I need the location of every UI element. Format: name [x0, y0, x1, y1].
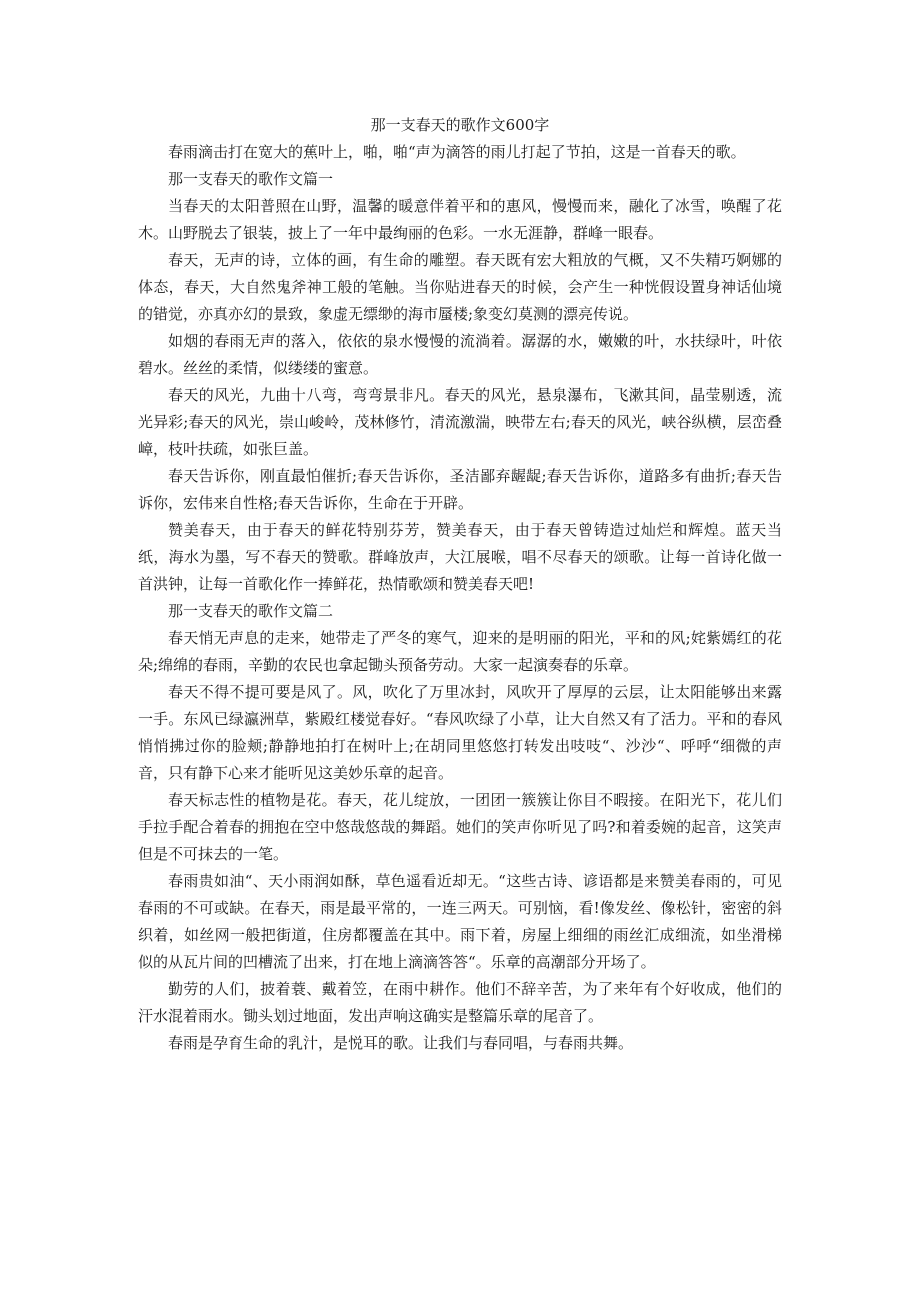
paragraph: 春天悄无声息的走来，她带走了严冬的寒气，迎来的是明丽的阳光，平和的风;姹紫嫣红的花朵;绵绵的春雨，辛勤的农民也拿起锄头预备劳动。大家一起演奏春的乐章。	[138, 629, 782, 674]
paragraph: 当春天的太阳普照在山野，温馨的暖意伴着平和的惠风，慢慢而来，融化了冰雪，唤醒了花木。山野脱去了银装，披上了一年中最绚丽的色彩。一水无涯静，群峰一眼春。	[138, 197, 782, 242]
section-heading: 那一支春天的歌作文篇一	[168, 170, 334, 188]
paragraph: 赞美春天，由于春天的鲜花特别芬芳，赞美春天，由于春天曾铸造过灿烂和辉煌。蓝天当纸，海水为墨，写不春天的赞歌。群峰放声，大江展喉，唱不尽春天的颂歌。让每一首诗化做一首洪钟，让每一首歌化作一捧鲜花，热情歌颂和赞美春天吧!	[138, 521, 782, 593]
section-heading: 那一支春天的歌作文篇二	[168, 602, 334, 620]
document-title: 那一支春天的歌作文600字	[370, 116, 550, 134]
paragraph: 春雨滴击打在宽大的蕉叶上，啪，啪“声为滴答的雨儿打起了节拍，这是一首春天的歌。	[168, 143, 746, 161]
paragraph: 勤劳的人们，披着蓑、戴着笠，在雨中耕作。他们不辞辛苦，为了来年有个好收成，他们的汗水混着雨水。锄头划过地面，发出声响这确实是整篇乐章的尾音了。	[138, 980, 782, 1025]
paragraph: 春雨贵如油“、天小雨润如酥，草色遥看近却无。“这些古诗、谚语都是来赞美春雨的，可见春雨的不可或缺。在春天，雨是最平常的，一连三两天。可别恼，看!像发丝、像松针，密密的斜织着，如丝网一般把街道，住房都覆盖在其中。雨下着，房屋上细细的雨丝汇成细流，如坐滑梯似的从瓦片间的凹槽流了出来，打在地上滴滴答答“。乐章的高潮部分开场了。	[138, 872, 782, 971]
document-body	[138, 112, 782, 1057]
paragraph: 春天告诉你，刚直最怕催折;春天告诉你，圣洁鄙弃龌龊;春天告诉你，道路多有曲折;春天告诉你，宏伟来自性格;春天告诉你，生命在于开辟。	[138, 467, 782, 512]
paragraph: 春天的风光，九曲十八弯，弯弯景非凡。春天的风光，悬泉瀑布，飞漱其间，晶莹剔透，流光异彩;春天的风光，崇山峻岭，茂林修竹，清流激湍，映带左右;春天的风光，峡谷纵横，层峦叠嶂，枝叶扶疏，如张巨盖。	[138, 386, 782, 458]
paragraph: 春天不得不提可要是风了。风，吹化了万里冰封，风吹开了厚厚的云层，让太阳能够出来露一手。东风已绿瀛洲草，紫殿红楼觉春好。“春风吹绿了小草，让大自然又有了活力。平和的春风悄悄拂过你的脸颊;静静地拍打在树叶上;在胡同里悠悠打转发出吱吱“、沙沙“、呼呼“细微的声音，只有静下心来才能听见这美妙乐章的起音。	[138, 683, 782, 782]
paragraph: 春天标志性的植物是花。春天，花儿绽放，一团团一簇簇让你目不暇接。在阳光下，花儿们手拉手配合着春的拥抱在空中悠哉悠哉的舞蹈。她们的笑声你听见了吗?和着委婉的起音，这笑声但是不可抹去的一笔。	[138, 791, 782, 863]
paragraph: 春雨是孕育生命的乳汁，是悦耳的歌。让我们与春同唱，与春雨共舞。	[168, 1034, 634, 1052]
paragraph: 春天，无声的诗，立体的画，有生命的雕塑。春天既有宏大粗放的气概，又不失精巧婀娜的体态，春天，大自然鬼斧神工般的笔触。当你贴进春天的时候，会产生一种恍假设置身神话仙境的错觉，亦真亦幻的景致，象虚无缥缈的海市蜃楼;象变幻莫测的漂亮传说。	[138, 251, 782, 323]
paragraph: 如烟的春雨无声的落入，依依的泉水慢慢的流淌着。潺潺的水，嫩嫩的叶，水扶绿叶，叶依碧水。丝丝的柔情，似缕缕的蜜意。	[138, 332, 782, 377]
